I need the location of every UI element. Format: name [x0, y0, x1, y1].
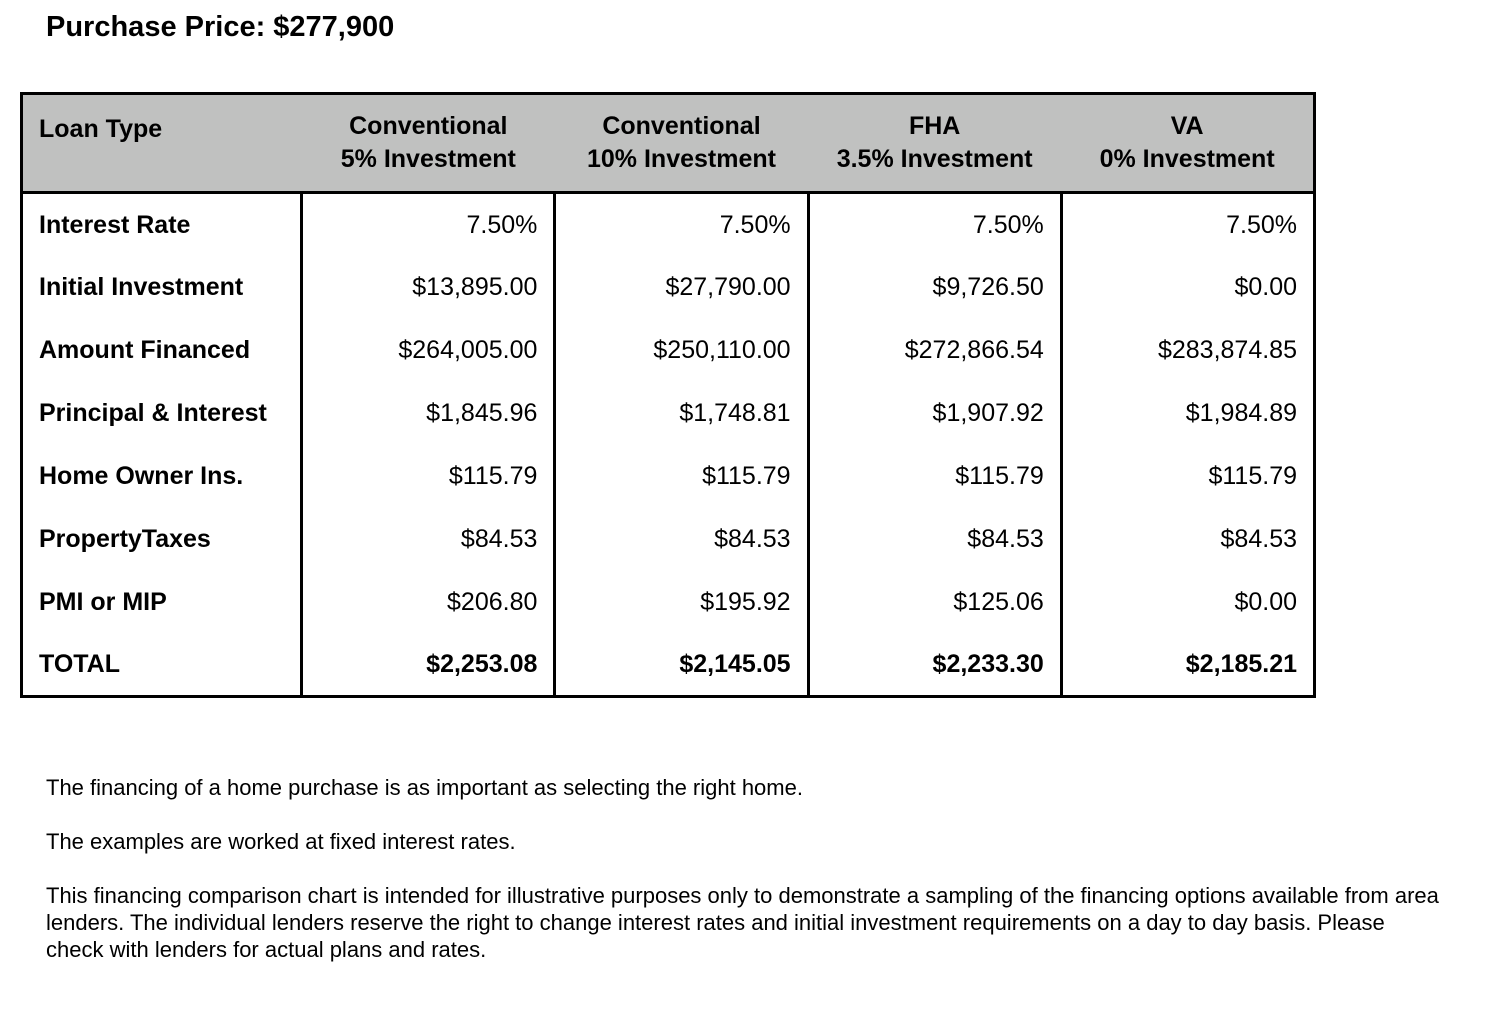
- table-cell: $115.79: [1061, 445, 1314, 508]
- table-cell: $283,874.85: [1061, 319, 1314, 382]
- table-cell: 7.50%: [1061, 193, 1314, 256]
- table-cell: $250,110.00: [555, 319, 808, 382]
- table-cell: $0.00: [1061, 571, 1314, 634]
- row-label: PropertyTaxes: [39, 525, 211, 553]
- table-header-row: [22, 94, 1315, 193]
- table-cell: $2,145.05: [555, 634, 808, 697]
- table-cell: $2,253.08: [302, 634, 555, 697]
- table-cell: $84.53: [302, 508, 555, 571]
- table-cell: $1,984.89: [1061, 382, 1314, 445]
- row-label: Principal & Interest: [39, 399, 267, 427]
- note-paragraph: The examples are worked at fixed interest rates.: [46, 829, 516, 854]
- table-row-total: [22, 634, 1315, 697]
- table-row-home-owner-ins: [22, 445, 1315, 508]
- table-cell: $115.79: [302, 445, 555, 508]
- table-cell: $13,895.00: [302, 256, 555, 319]
- table-cell: $84.53: [555, 508, 808, 571]
- row-label: Interest Rate: [39, 210, 191, 239]
- table-cell: $0.00: [1061, 256, 1314, 319]
- table-cell: $125.06: [808, 571, 1061, 634]
- table-cell: $84.53: [808, 508, 1061, 571]
- column-header-conventional-10: [555, 94, 808, 193]
- table-cell: $272,866.54: [808, 319, 1061, 382]
- column-header-line2: 10% Investment: [587, 145, 776, 173]
- row-label: PMI or MIP: [39, 588, 167, 616]
- table-row-principal-interest: [22, 382, 1315, 445]
- table-cell: $27,790.00: [555, 256, 808, 319]
- table-cell: $1,845.96: [302, 382, 555, 445]
- table-cell: 7.50%: [302, 193, 555, 256]
- financing-comparison-table: [20, 92, 1316, 698]
- column-header-line2: 3.5% Investment: [836, 145, 1033, 173]
- column-header-loan-type: Loan Type: [22, 94, 302, 193]
- table-cell: $2,233.30: [808, 634, 1061, 697]
- table-cell: $264,005.00: [302, 319, 555, 382]
- column-header-line2: 0% Investment: [1099, 145, 1275, 173]
- row-label: Home Owner Ins.: [39, 462, 244, 490]
- table-row-pmi-mip: [22, 571, 1315, 634]
- table-cell: $1,748.81: [555, 382, 808, 445]
- table-cell: $115.79: [555, 445, 808, 508]
- table-cell: 7.50%: [555, 193, 808, 256]
- column-header-conventional-5: [302, 94, 555, 193]
- table-cell: $2,185.21: [1061, 634, 1314, 697]
- table-row-initial-investment: [22, 256, 1315, 319]
- note-paragraph: This financing comparison chart is intended for illustrative purposes only to demonstrate a sampling of the financing options available from area lenders. The individual lenders reserve the right to change interest rates and initial investment requirements on a day to day basis. Please check with lenders for actual plans and rates.: [46, 883, 1439, 962]
- table-cell: $206.80: [302, 571, 555, 634]
- column-header-line1: FHA: [908, 112, 961, 140]
- table-row-property-taxes: [22, 508, 1315, 571]
- column-header-fha: [808, 94, 1061, 193]
- row-label: Initial Investment: [39, 273, 244, 301]
- table-cell: $195.92: [555, 571, 808, 634]
- row-label: Amount Financed: [39, 336, 251, 364]
- table-cell: $84.53: [1061, 508, 1314, 571]
- column-header-line1: VA: [1170, 112, 1204, 140]
- column-header-line1: Conventional: [349, 112, 508, 140]
- table-cell: 7.50%: [808, 193, 1061, 256]
- table-cell: $9,726.50: [808, 256, 1061, 319]
- note-paragraph: The financing of a home purchase is as important as selecting the right home.: [46, 775, 803, 800]
- column-header-va: [1061, 94, 1314, 193]
- table-row-amount-financed: [22, 319, 1315, 382]
- table-cell: $115.79: [808, 445, 1061, 508]
- row-label: TOTAL: [39, 650, 121, 679]
- notes-section: [46, 774, 1446, 990]
- table-cell: $1,907.92: [808, 382, 1061, 445]
- table-row-interest-rate: [22, 193, 1315, 256]
- page-title: Purchase Price: $277,900: [46, 11, 395, 43]
- column-header-line1: Conventional: [602, 112, 761, 140]
- column-header-line2: 5% Investment: [340, 145, 516, 173]
